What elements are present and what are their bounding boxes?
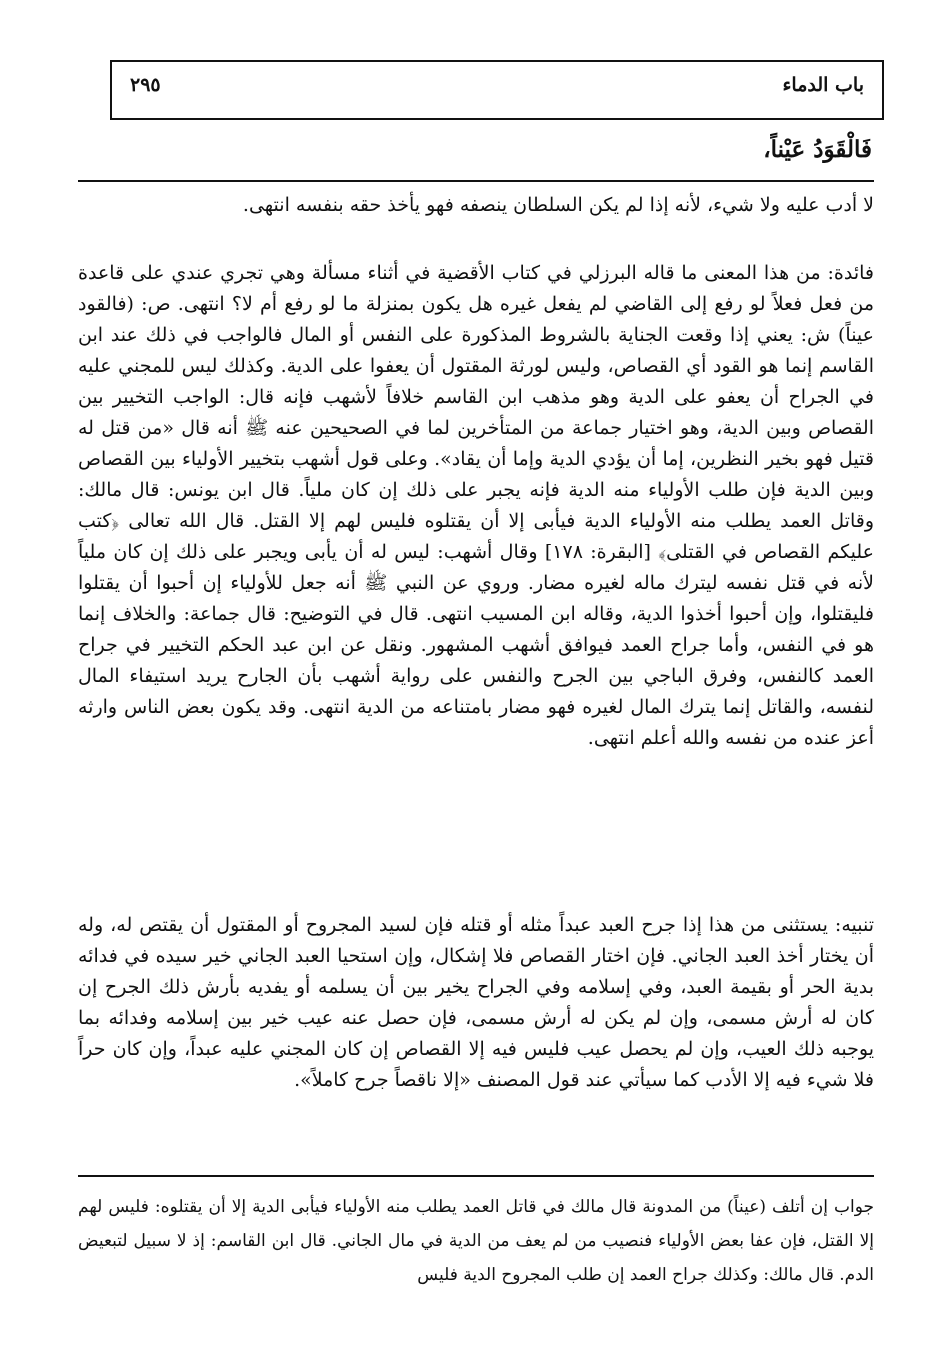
footnote-divider xyxy=(78,1175,874,1177)
page-number: ٢٩٥ xyxy=(130,74,161,96)
paragraph-faida: فائدة: من هذا المعنى ما قاله البرزلي في كتاب الأقضية في أثناء مسألة وهي تجري عندي على قاعدة من فعل فعلاً لو رفع إلى القاضي لم يفعل غيره هل يكون بمنزلة ما لو رفع أم لا؟ انتهى. ص: (فالقود عيناً) ش: يعني إذا وقعت الجناية بالشروط المذكورة على النفس أو المال فالواجب في ذلك عند ابن القاسم إنما هو القود أي القصاص، وليس لورثة المقتول أن يعفوا على الدية. وكذلك ليس للمجني عليه في الجراح أن يعفو على الدية وهو مذهب ابن القاسم خلافاً لأشهب فإنه قال: الواجب التخيير بين القصاص وبين الدية، وهو اختيار جماعة من المتأخرين لما في الصحيحين عنه ﷺ أنه قال «من قتل له قتيل فهو بخير النظرين، إما أن يؤدي الدية وإما أن يقاد». وعلى قول أشهب بتخيير الأولياء بين القصاص وبين الدية فإن طلب الأولياء منه الدية فإنه يجبر على ذلك إن كان ملياً. قال ابن يونس: قال مالك: وقاتل العمد يطلب منه الأولياء الدية فيأبى إلا أن يقتلوه فليس لهم إلا القتل. قال الله تعالى ﴿كتب عليكم القصاص في القتلى﴾ [البقرة: ١٧٨] وقال أشهب: ليس له أن يأبى ويجبر على ذلك إن كان ملياً لأنه في قتل نفسه ليترك ماله لغيره مضار. وروي عن النبي ﷺ أنه جعل للأولياء إن أحبوا أن يقتلوا فليقتلوا، وإن أحبوا أخذوا الدية، وقاله ابن المسيب انتهى. قال في التوضيح: قال جماعة: والخلاف إنما هو في النفس، وأما جراح العمد فيوافق أشهب المشهور. ونقل عن ابن عبد الحكم التخيير في جراح العمد كالنفس، وفرق الباجي بين الجرح والنفس على رواية أشهب بأن الجارح يريد استيفاء المال لنفسه، والقاتل إنما يترك المال لغيره فهو مضار بامتناعه من الدية انتهى. وقد يكون بعض الناس وارثه أعز عنده من نفسه والله أعلم انتهى. xyxy=(78,262,875,749)
chapter-title: باب الدماء xyxy=(782,74,864,96)
matn-quote: فَالْقَوَدُ عَيْناً، xyxy=(763,136,872,163)
footnote: جواب إن أتلف (عيناً) من المدونة قال مالك في قاتل العمد يطلب منه الأولياء فيأبى الدية إلا أن يقتلوه: فليس لهم إلا القتل، فإن عفا بعض الأولياء فنصيب من لم يعف من الدية في مال الجاني. قال ابن القاسم: إذ لا سبيل لتبعيض الدم. قال مالك: وكذلك جراح العمد إن طلب المجروح الدية فليس xyxy=(78,1197,874,1285)
paragraph-intro: لا أدب عليه ولا شيء، لأنه إذا لم يكن السلطان ينصفه فهو يأخذ حقه بنفسه انتهى. xyxy=(242,194,874,216)
matn-divider xyxy=(78,180,874,182)
running-header xyxy=(110,60,884,120)
paragraph-tanbih: تنبيه: يستثنى من هذا إذا جرح العبد عبداً مثله أو قتله فإن لسيد المجروح أو المقتول أن يقتص له، وله أن يختار أخذ العبد الجاني. فإن اختار القصاص فلا إشكال، وإن استحيا العبد الجاني خير سيده في فدائه بدية الحر أو بقيمة العبد، وفي إسلامه وفي الجراح يخير بين أن يسلمه أو يفديه بأرش ذلك الجرح إن كان له أرش مسمى، وإن لم يكن له أرش مسمى، فإن حصل عنه عيب خير بين إسلامه وفدائه بما يوجبه ذلك العيب، وإن لم يحصل عيب فليس فيه إلا القصاص إن كان المجني عليه عبداً، وإن كان حراً فلا شيء فيه إلا الأدب كما سيأتي عند قول المصنف «إلا ناقصاً جرح كاملاً». xyxy=(78,914,874,1091)
